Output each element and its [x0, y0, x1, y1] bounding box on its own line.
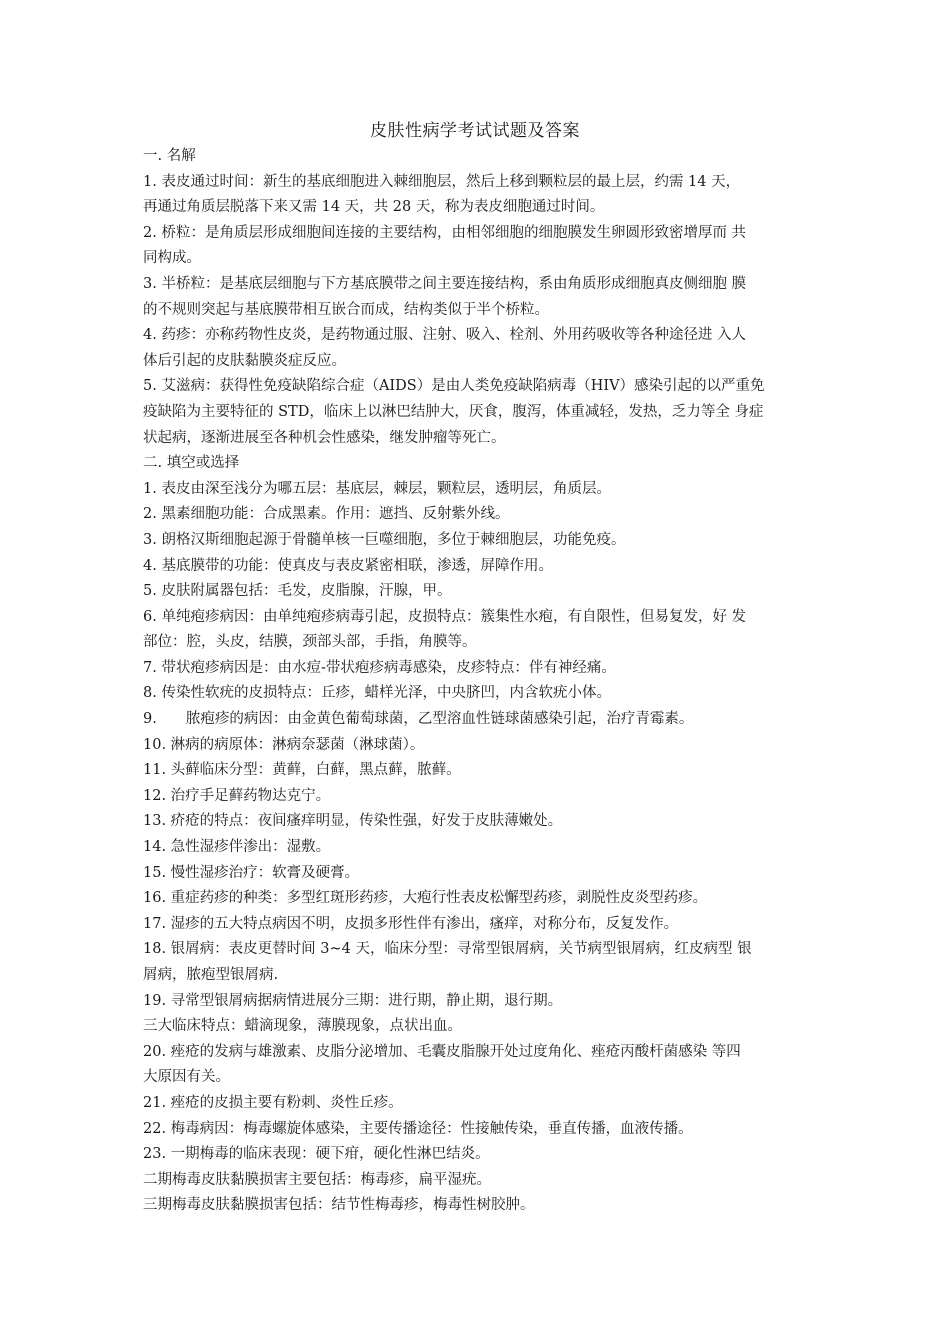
document-title: 皮肤性病学考试试题及答案 [370, 121, 580, 141]
text-line: 9. 脓疱疹的病因：由金黄色葡萄球菌，乙型溶血性链球菌感染引起，治疗青霉素。 [143, 711, 694, 728]
text-line: 部位：腔，头皮，结膜，颈部头部，手指，角膜等。 [143, 634, 477, 651]
text-line: 4. 药疹：亦称药物性皮炎，是药物通过服、注射、吸入、栓剂、外用药吸收等各种途径进 入人 [143, 327, 747, 344]
text-line: 同构成。 [143, 250, 201, 267]
text-line: 6. 单纯疱疹病因：由单纯疱疹病毒引起，皮损特点：簇集性水疱，有自限性，但易复发，好 发 [143, 608, 747, 625]
text-line: 1. 表皮通过时间：新生的基底细胞进入棘细胞层，然后上移到颗粒层的最上层，约需 14 天， [143, 173, 741, 190]
text-line: 10. 淋病的病原体：淋病奈瑟菌（淋球菌）。 [143, 736, 425, 753]
text-line: 3. 半桥粒：是基底层细胞与下方基底膜带之间主要连接结构，系由角质形成细胞真皮侧细胞 膜 [143, 275, 747, 292]
text-line: 2. 黑素细胞功能：合成黑素。作用：遮挡、反射紫外线。 [143, 506, 510, 523]
text-line: 4. 基底膜带的功能：使真皮与表皮紧密相联，渗透，屏障作用。 [143, 557, 553, 574]
text-line: 12. 治疗手足藓药物达克宁。 [143, 787, 331, 804]
document-body [143, 144, 815, 1219]
text-line: 15. 慢性湿疹治疗：软膏及硬膏。 [143, 864, 360, 881]
text-line: 22. 梅毒病因：梅毒螺旋体感染，主要传播途径：性接触传染，垂直传播，血液传播。 [143, 1120, 693, 1137]
text-line: 11. 头藓临床分型：黄藓，白藓，黑点藓，脓藓。 [143, 762, 461, 779]
text-line: 二. 填空或选择 [143, 455, 240, 472]
text-line: 三大临床特点：蜡滴现象，薄膜现象，点状出血。 [143, 1018, 462, 1035]
text-line: 5. 艾滋病：获得性免疫缺陷综合症（AIDS）是由人类免疫缺陷病毒（HIV）感染引起的以严重免 [143, 378, 765, 395]
text-line: 一. 名解 [143, 148, 196, 164]
text-line: 二期梅毒皮肤黏膜损害主要包括：梅毒疹，扁平湿疣。 [143, 1171, 491, 1188]
text-line: 14. 急性湿疹伴渗出：湿敷。 [143, 839, 331, 856]
text-line: 2. 桥粒：是角质层形成细胞间连接的主要结构，由相邻细胞的细胞膜发生卵圆形致密增厚而 共 [143, 224, 747, 241]
text-line: 8. 传染性软疣的皮损特点：丘疹，蜡样光泽，中央脐凹，内含软疣小体。 [143, 685, 611, 702]
text-line: 18. 银屑病：表皮更替时间 3~4 天，临床分型：寻常型银屑病，关节病型银屑病，红皮病型 银 [143, 941, 752, 958]
text-line: 21. 痤疮的皮损主要有粉刺、炎性丘疹。 [143, 1094, 403, 1111]
text-line: 17. 湿疹的五大特点病因不明，皮损多形性伴有渗出，瘙痒，对称分布，反复发作。 [143, 915, 679, 932]
text-line: 屑病，脓疱型银屑病. [143, 967, 279, 983]
text-line: 体后引起的皮肤黏膜炎症反应。 [143, 352, 346, 369]
text-line: 20. 痤疮的发病与雄激素、皮脂分泌增加、毛囊皮脂腺开处过度角化、痤疮丙酸杆菌感染 等四 [143, 1043, 741, 1060]
text-line: 三期梅毒皮肤黏膜损害包括：结节性梅毒疹，梅毒性树胶肿。 [143, 1197, 535, 1214]
text-line: 16. 重症药疹的种类：多型红斑形药疹，大疱行性表皮松懈型药疹，剥脱性皮炎型药疹。 [143, 890, 708, 907]
text-line: 1. 表皮由深至浅分为哪五层：基底层，棘层，颗粒层，透明层，角质层。 [143, 480, 611, 497]
text-line: 19. 寻常型银屑病据病情进展分三期：进行期，静止期，退行期。 [143, 992, 563, 1009]
text-line: 疫缺陷为主要特征的 STD，临床上以淋巴结肿大，厌食，腹泻，体重减轻，发热，乏力等全 身症 [143, 403, 764, 420]
text-line: 5. 皮肤附属器包括：毛发，皮脂腺，汗腺，甲。 [143, 583, 452, 600]
text-line: 再通过角质层脱落下来又需 14 天，共 28 天，称为表皮细胞通过时间。 [143, 199, 605, 216]
text-line: 7. 带状疱疹病因是：由水痘-带状疱疹病毒感染，皮疹特点：伴有神经痛。 [143, 659, 616, 676]
text-line: 23. 一期梅毒的临床表现：硬下疳，硬化性淋巴结炎。 [143, 1146, 490, 1163]
text-line: 的不规则突起与基底膜带相互嵌合而成，结构类似于半个桥粒。 [143, 301, 549, 318]
text-line: 3. 朗格汉斯细胞起源于骨髓单核一巨噬细胞，多位于棘细胞层，功能免疫。 [143, 531, 626, 548]
text-line: 13. 疥疮的特点：夜间瘙痒明显，传染性强，好发于皮肤薄嫩处。 [143, 813, 563, 830]
text-line: 状起病，逐渐进展至各种机会性感染，继发肿瘤等死亡。 [143, 429, 506, 446]
text-line: 大原因有关。 [143, 1069, 230, 1086]
